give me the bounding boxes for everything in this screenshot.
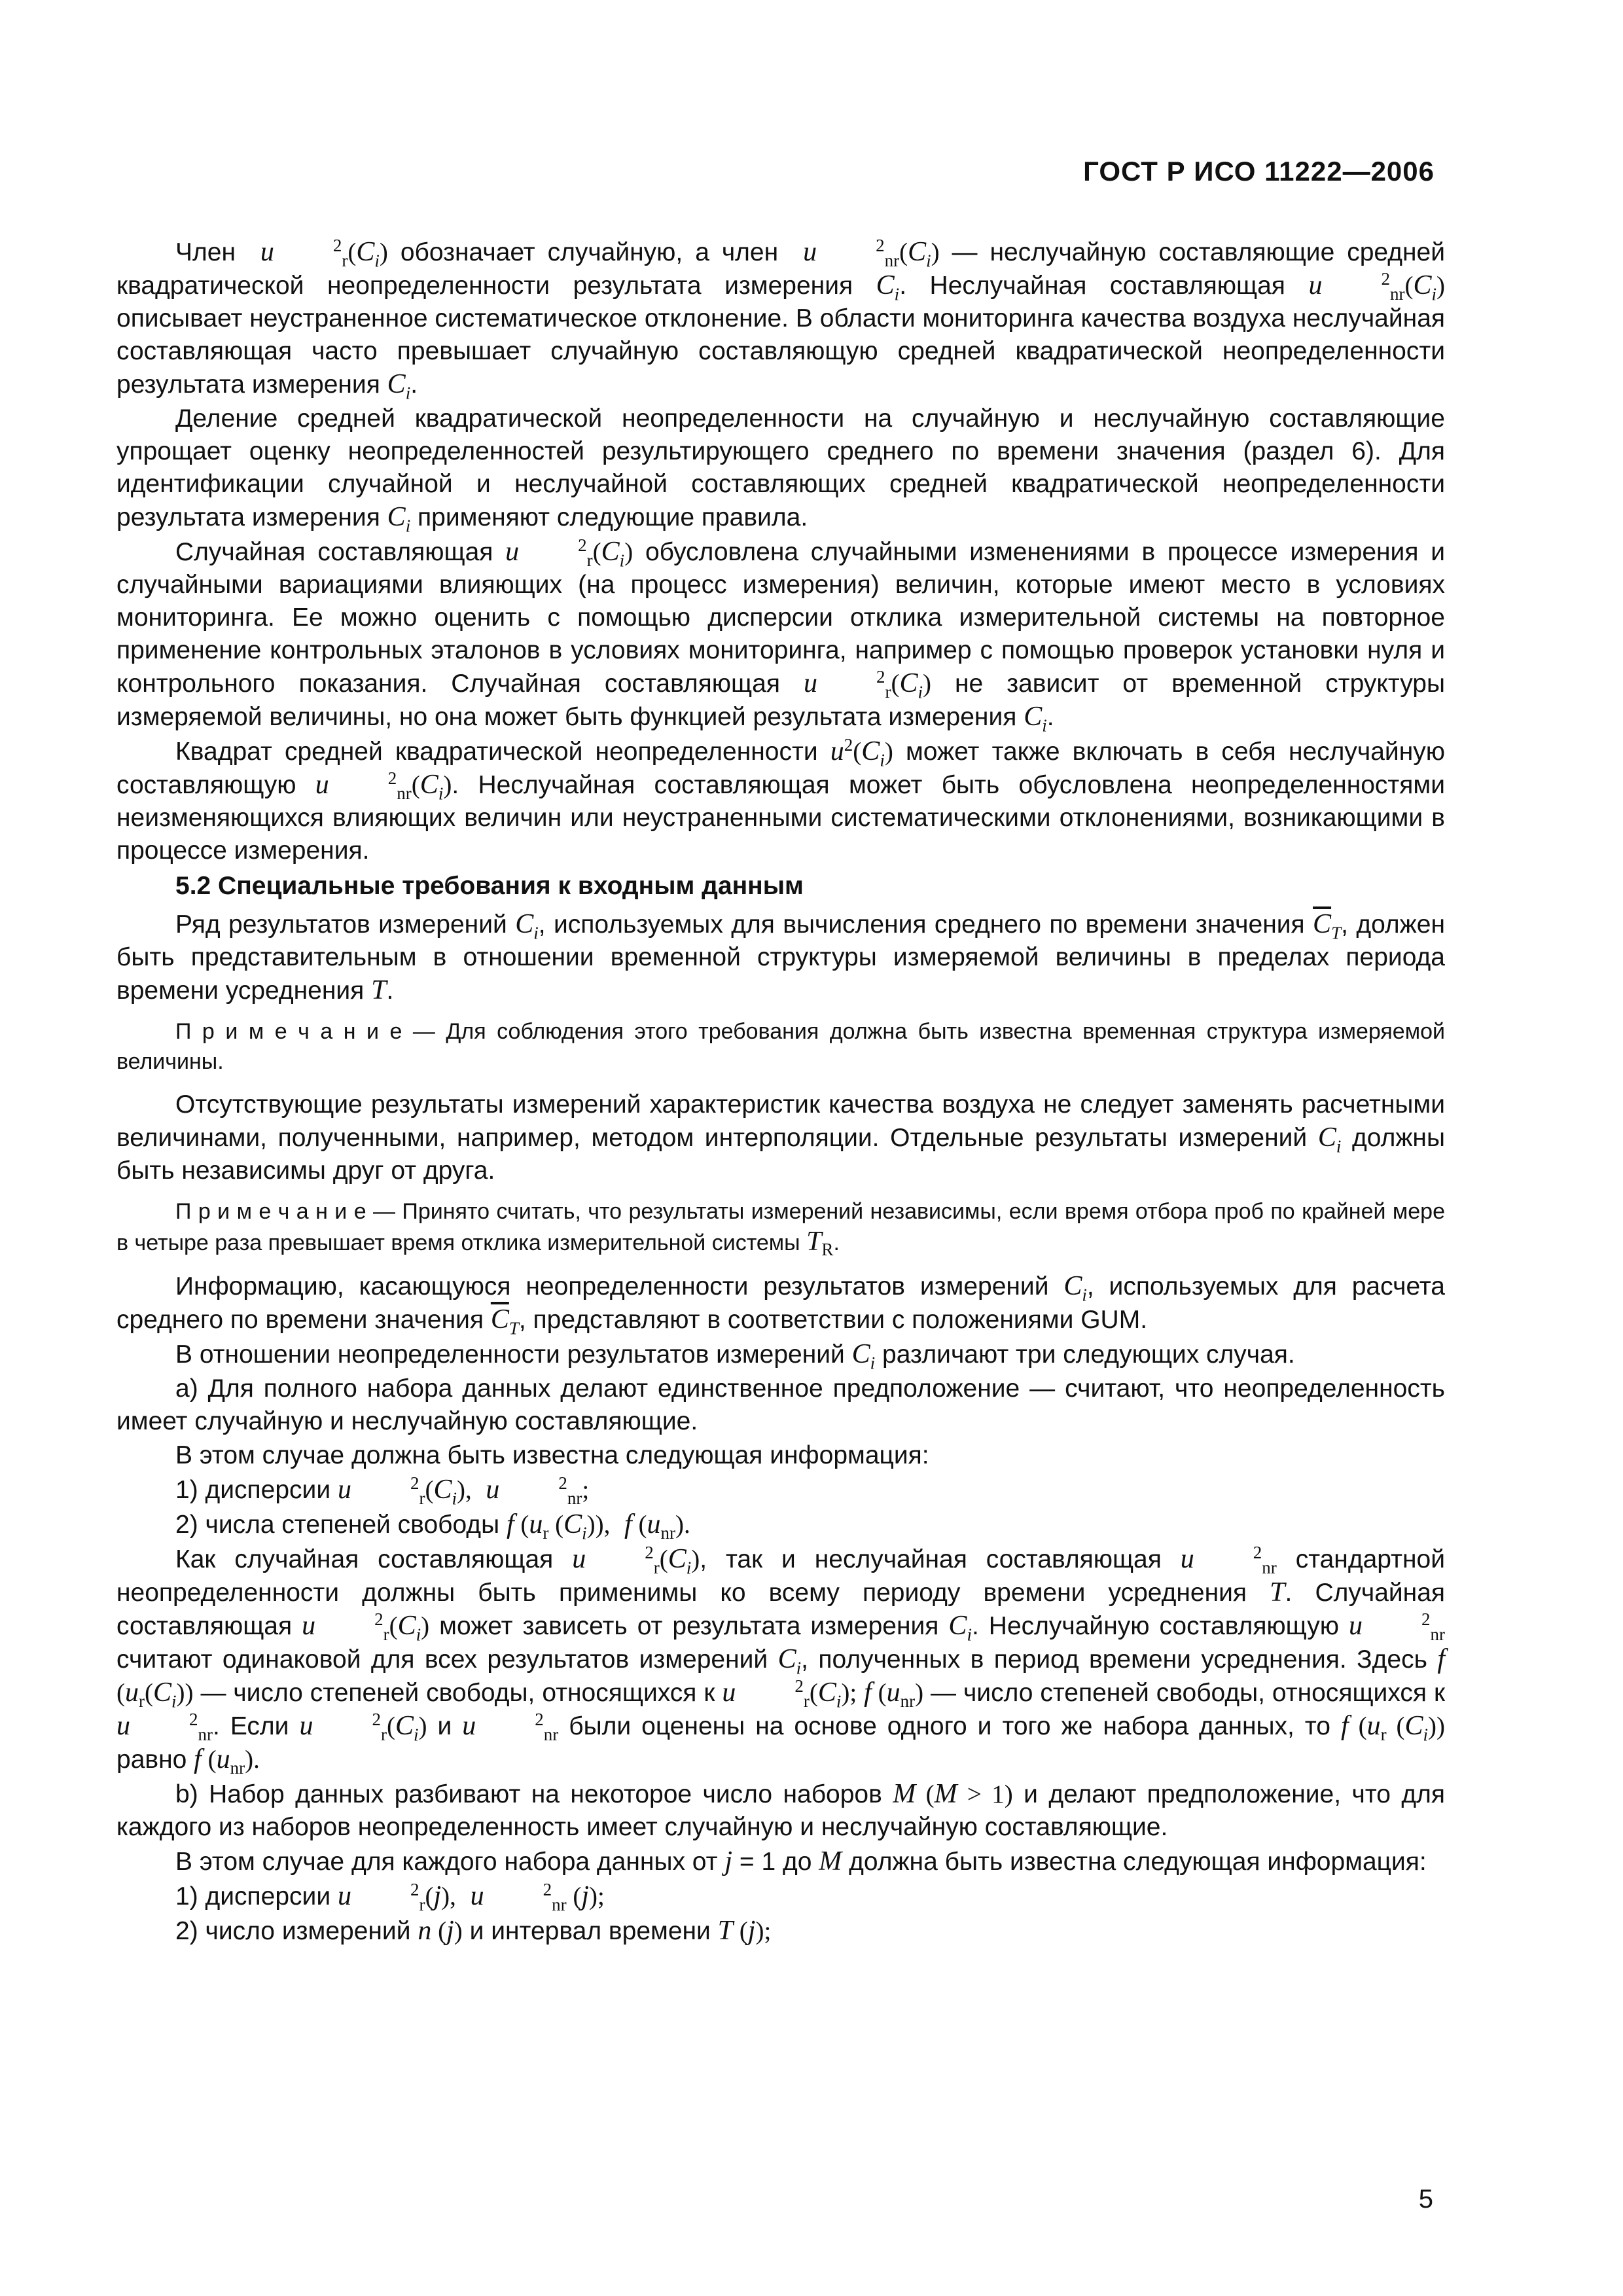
paragraph-9: В этом случае должна быть известна следующая информация: — [175, 1441, 929, 1469]
note-label: П р и м е ч а н и е — [175, 1199, 366, 1224]
paragraph-11: В этом случае для каждого набора данных от j = 1 до M должна быть известна следующая информация: — [175, 1846, 1427, 1876]
paragraph-4: Квадрат средней квадратической неопределенности $u^2(C_i)$ может также включать в себя неслучайную составляющую u $^2_{nr}(C_i)$. Неслучайная составляющая может быть обусловлена неопределенностями неизменяющихся влияющих величин или неустраненными систематическими отклонениями, возникающими в процессе измерения. — [116, 735, 1446, 865]
note-1-text: — Для соблюдения этого требования должна быть известна временная структура измеряемой величины. — [116, 1019, 1445, 1074]
standard-header: ГОСТ Р ИСО 11222—2006 — [1083, 156, 1435, 187]
note-2-text: — Принято считать, что результаты измерений независимы, если время отбора проб по крайней мере в четыре раза превышает время отклика измерительной системы — [116, 1199, 1445, 1255]
note-1 — [116, 1016, 1445, 1077]
document-body — [116, 236, 1445, 1949]
section-heading: 5.2 Специальные требования к входным данным — [175, 872, 804, 900]
paragraph-5: Ряд результатов измерений $C_i$, используемых для вычисления среднего по времени значения $\overline{C}_T$, должен быть представительным в отношении временной структуры измеряемой величины в пределах периода времени усреднения T. — [116, 909, 1445, 1005]
paragraph-1: Член u $^2_r(C_i)$ обозначает случайную, а член u $^2_{nr}(C_i)$ — неслучайную составляющие средней квадратической неопределенности результата измерения $C_i$. Неслучайная составляющая u $^2_{nr}(C_i)$ описывает неустраненное систематическое отклонение. В области мониторинга качества воздуха неслучайная составляющая часто превышает случайную составляющую средней квадратической неопределенности результата измерения $C_i$. — [116, 236, 1445, 403]
paragraph-7: Информацию, касающуюся неопределенности результатов измерений $C_i$, используемых для расчета среднего по времени значения $\overline{C}_T$, представляют в соответствии с положениями GUM. — [116, 1271, 1445, 1338]
paragraph-8: В отношении неопределенности результатов измерений $C_i$ различают три следующих случая. — [175, 1339, 1295, 1373]
case-a: а) Для полного набора данных делают единственное предположение — считают, что неопределенность имеет случайную и неслучайную составляющие. — [116, 1374, 1445, 1435]
paragraph-10: Как случайная составляющая u $^2_r(C_i)$, так и неслучайная составляющая u $^2_{nr}$ стандартной неопределенности должны быть применимы ко всему периоду времени усреднения T. Случайная составляющая u $^2_r(C_i)$ может зависеть от результата измерения $C_i$. Неслучайную составляющую u $^2_{nr}$ считают одинаковой для всех результатов измерений $C_i$, полученных в период времени усреднения. Здесь f $(u_r(C_i))$ — число степеней свободы, относящихся к u $^2_r(C_i)$; f $(u_{nr})$ — число степеней свободы, относящихся к u $^2_{nr}$. Если u $^2_r(C_i)$ и u $^2_{nr}$ были оценены на основе одного и того же набора данных, то f ($u_r$ $(C_i)$) равно f $(u_{nr})$. — [116, 1543, 1446, 1778]
case-b: b) Набор данных разбивают на некоторое число наборов M (M > 1) и делают предположение, что для каждого из наборов неопределенность имеет случайную и неслучайную составляющие. — [116, 1779, 1445, 1841]
list-item-2a: 2) числа степеней свободы f ($u_r$ $(C_i)$), f $(u_{nr})$. — [175, 1509, 690, 1543]
list-item-2b: 2) число измерений n (j) и интервал времени T (j); — [175, 1916, 772, 1946]
paragraph-3: Случайная составляющая u $^2_r(C_i)$ обусловлена случайными изменениями в процессе измерения и случайными вариациями влияющих (на процесс измерения) величин, которые имеют место в условиях мониторинга. Ее можно оценить с помощью дисперсии отклика измерительной системы на повторное применение контрольных эталонов в условиях мониторинга, например с помощью проверок установки нуля и контрольного показания. Случайная составляющая u $^2_r(C_i)$ не зависит от временной структуры измеряемой величины, но она может быть функцией результата измерения $C_i$. — [116, 535, 1445, 736]
note-label: П р и м е ч а н и е — [175, 1019, 402, 1044]
page-number: 5 — [1418, 2185, 1433, 2214]
list-item-1a: 1) дисперсии u $^2_r(C_i)$, u $^2_{nr}$; — [175, 1473, 590, 1509]
list-item-1b: 1) дисперсии u $^2_r$(j), u $^2_{nr}$ (j); — [175, 1880, 605, 1914]
paragraph-2: Деление средней квадратической неопределенности на случайную и неслучайную составляющие упрощает оценку неопределенностей результирующего среднего по времени значения (раздел 6). Для идентификации случайной и неслучайной составляющих средней квадратической неопределенности результата измерения $C_i$ применяют следующие правила. — [116, 404, 1445, 536]
paragraph-6: Отсутствующие результаты измерений характеристик качества воздуха не следует заменять расчетными величинами, полученными, например, методом интерполяции. Отдельные результаты измерений $C_i$ должны быть независимы друг от друга. — [116, 1090, 1446, 1185]
note-2: П р и м е ч а н и е — Принято считать, что результаты измерений независимы, если время отбора проб по крайней мере в четыре раза превышает время отклика измерительной системы $T_R$. — [116, 1199, 1445, 1259]
